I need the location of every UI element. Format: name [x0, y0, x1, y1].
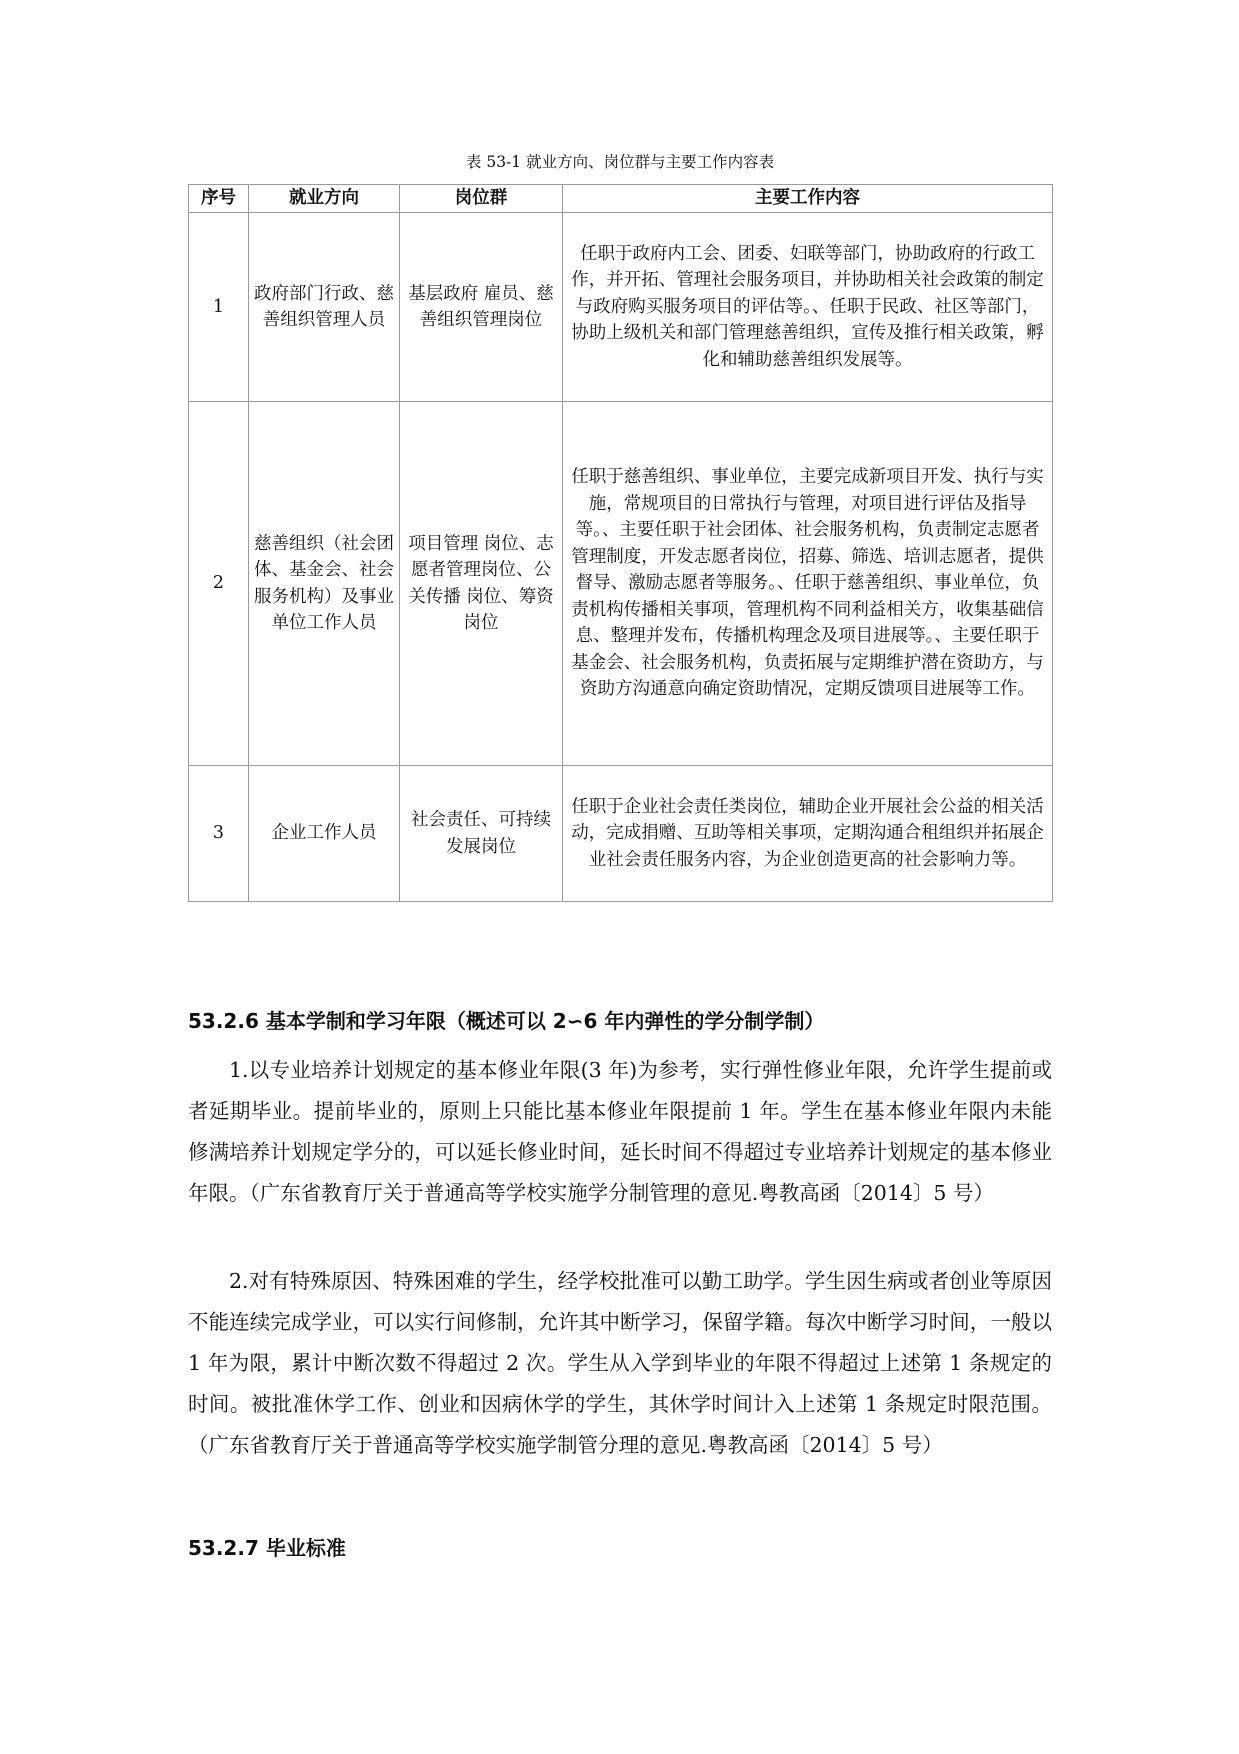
- cell-content: 任职于企业社会责任类岗位，辅助企业开展社会公益的相关活动，完成捐赠、互助等相关事项，定期沟通合租组织并拓展企业社会责任服务内容，为企业创造更高的社会影响力等。: [563, 766, 1053, 902]
- paragraph-2: 2.对有特殊原因、特殊困难的学生，经学校批准可以勤工助学。学生因生病或者创业等原因不能连续完成学业，可以实行间修制，允许其中断学习，保留学籍。每次中断学习时间，一般以 1 年为限，累计中断次数不得超过 2 次。学生从入学到毕业的年限不得超过上述第 1 条规定的时间。被批准休学工作、创业和因病休学的学生，其休学时间计入上述第 1 条规定时限范围。（广东省教育厅关于普通高等学校实施学制管分理的意见.粤教高函〔2014〕5 号）: [188, 1269, 1052, 1457]
- table-header-row: [189, 185, 1053, 213]
- header-positions: 岗位群: [400, 185, 563, 213]
- header-content: 主要工作内容: [563, 185, 1053, 213]
- employment-table: [188, 184, 1053, 902]
- cell-direction: 慈善组织（社会团体、基金会、社会服务机构）及事业单位工作人员: [249, 402, 400, 766]
- cell-positions: 项目管理 岗位、志愿者管理岗位、公关传播 岗位、筹资岗位: [400, 402, 563, 766]
- cell-direction: 企业工作人员: [249, 766, 400, 902]
- header-num: 序号: [189, 185, 249, 213]
- cell-content: 任职于政府内工会、团委、妇联等部门，协助政府的行政工作，并开拓、管理社会服务项目，并协助相关社会政策的制定与政府购买服务项目的评估等。、任职于民政、社区等部门，协助上级机关和部门管理慈善组织，宣传及推行相关政策，孵化和辅助慈善组织发展等。: [563, 213, 1053, 402]
- table-caption: 表 53-1 就业方向、岗位群与主要工作内容表: [465, 153, 775, 171]
- cell-positions: 基层政府 雇员、慈善组织管理岗位: [400, 213, 563, 402]
- table-row: [189, 766, 1053, 902]
- header-direction: 就业方向: [249, 185, 400, 213]
- cell-content: 任职于慈善组织、事业单位，主要完成新项目开发、执行与实施，常规项目的日常执行与管理，对项目进行评估及指导等。、主要任职于社会团体、社会服务机构，负责制定志愿者管理制度，开发志愿者岗位，招募、筛选、培训志愿者，提供督导、激励志愿者等服务。、任职于慈善组织、事业单位，负责机构传播相关事项，管理机构不同利益相关方，收集基础信息、整理并发布，传播机构理念及项目进展等。、主要任职于基金会、社会服务机构，负责拓展与定期维护潜在资助方，与资助方沟通意向确定资助情况，定期反馈项目进展等工作。: [563, 402, 1053, 766]
- section-heading-5326: 53.2.6 基本学制和学习年限（概述可以 2∽6 年内弹性的学分制学制）: [188, 1009, 825, 1033]
- cell-direction: 政府部门行政、慈善组织管理人员: [249, 213, 400, 402]
- cell-num: 1: [189, 213, 249, 402]
- cell-num: 2: [189, 402, 249, 766]
- table-row: [189, 213, 1053, 402]
- cell-positions: 社会责任、可持续发展岗位: [400, 766, 563, 902]
- table-row: [189, 402, 1053, 766]
- cell-num: 3: [189, 766, 249, 902]
- paragraph-1: 1.以专业培养计划规定的基本修业年限(3 年)为参考，实行弹性修业年限，允许学生提前或者延期毕业。提前毕业的，原则上只能比基本修业年限提前 1 年。学生在基本修业年限内未能修满培养计划规定学分的，可以延长修业时间，延长时间不得超过专业培养计划规定的基本修业年限。（广东省教育厅关于普通高等学校实施学分制管理的意见.粤教高函〔2014〕5 号）: [188, 1058, 1052, 1205]
- section-heading-5327: 53.2.7 毕业标准: [188, 1536, 346, 1560]
